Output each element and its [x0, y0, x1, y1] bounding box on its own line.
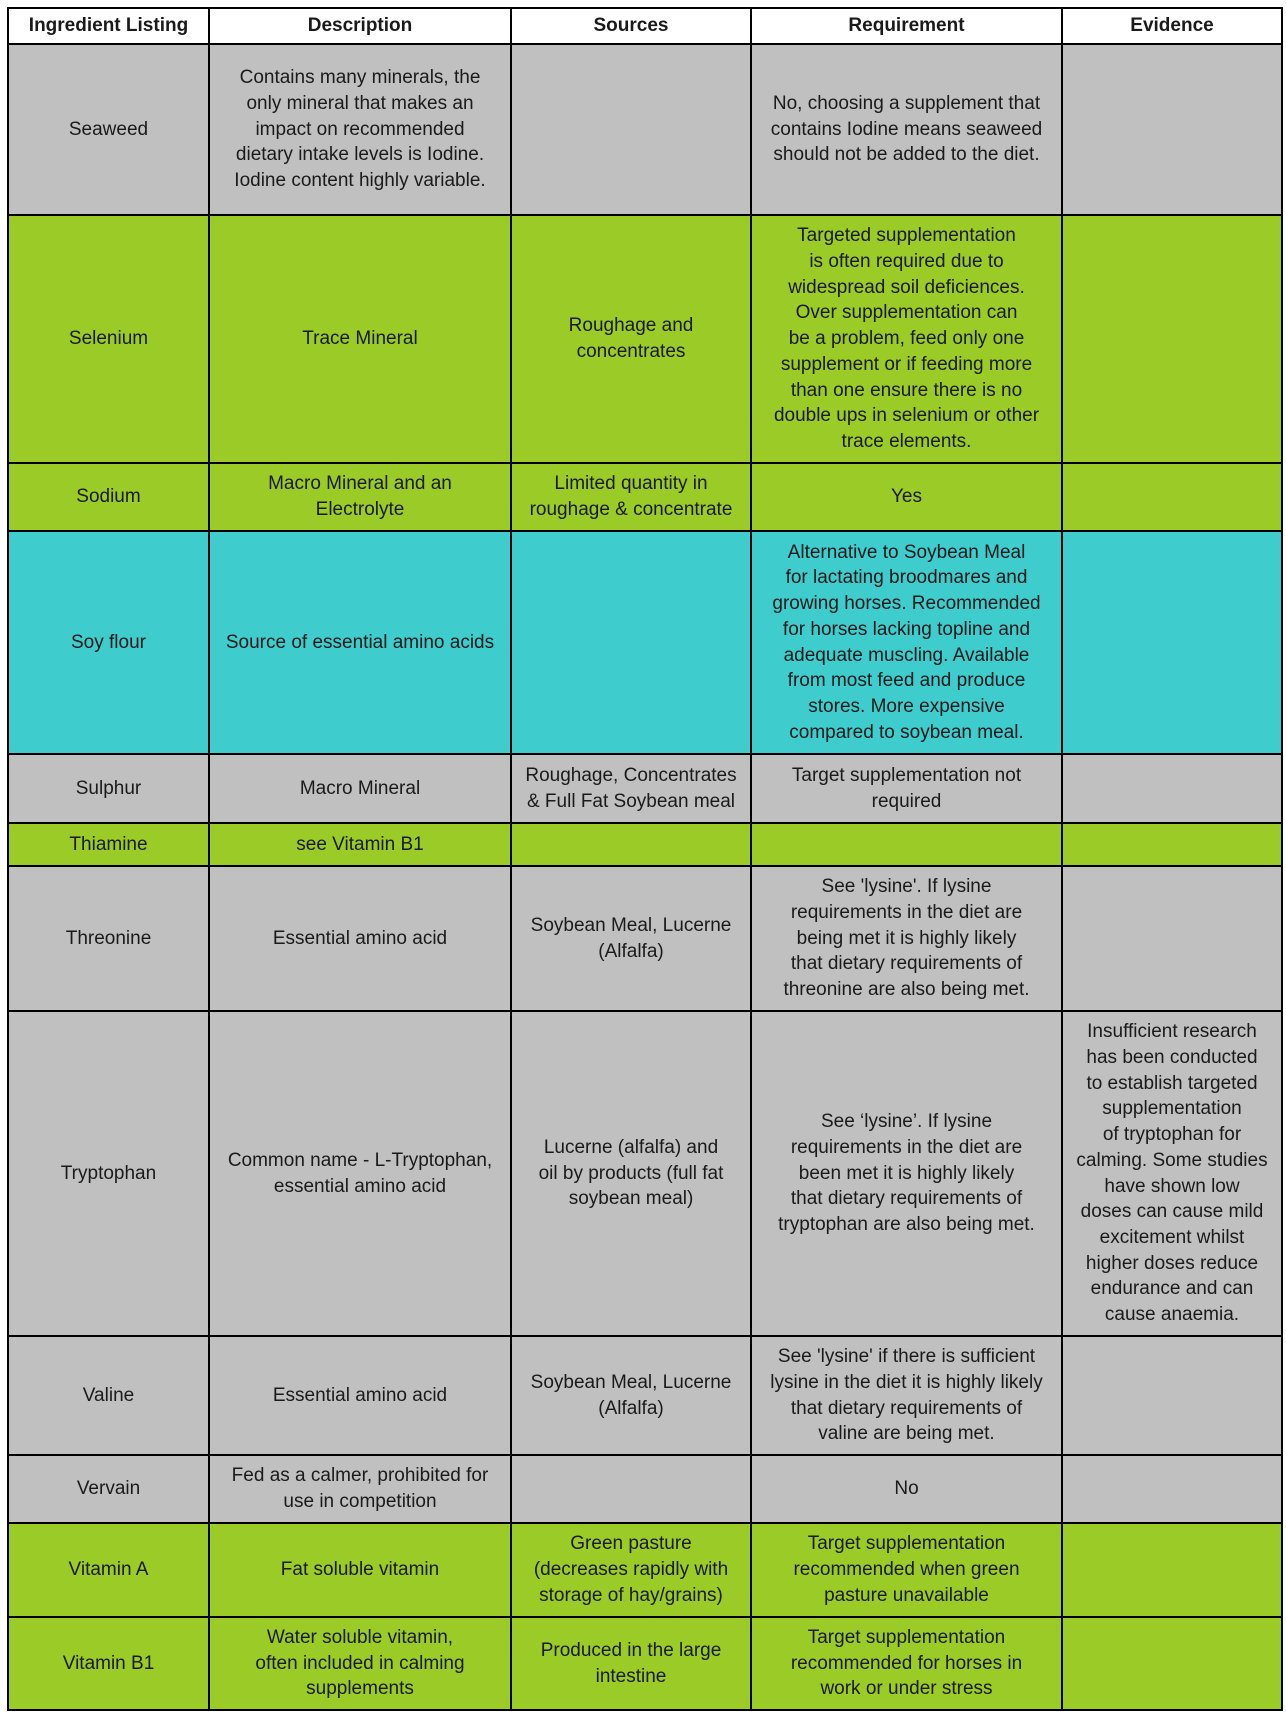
cell-sources: Lucerne (alfalfa) and oil by products (full fat soybean meal) — [511, 1011, 751, 1336]
cell-description: Macro Mineral — [209, 754, 511, 823]
cell-requirement: Target supplementation not required — [751, 754, 1062, 823]
table-row — [8, 1011, 1282, 1336]
cell-ingredient: Tryptophan — [8, 1011, 209, 1336]
cell-evidence: Insufficient research has been conducted to establish targeted supplementation of tryptophan for calming. Some studies have shown low doses can cause mild excitement whilst higher doses reduce endurance and can cause anaemia. — [1062, 1011, 1282, 1336]
cell-description: Source of essential amino acids — [209, 531, 511, 754]
ingredient-table-container — [7, 7, 1281, 1711]
cell-evidence — [1062, 531, 1282, 754]
cell-description: see Vitamin B1 — [209, 823, 511, 866]
header-evidence: Evidence — [1062, 8, 1282, 44]
table-row — [8, 531, 1282, 754]
cell-ingredient: Thiamine — [8, 823, 209, 866]
header-requirement: Requirement — [751, 8, 1062, 44]
cell-ingredient: Valine — [8, 1336, 209, 1455]
cell-ingredient: Selenium — [8, 215, 209, 463]
cell-evidence — [1062, 754, 1282, 823]
cell-description: Essential amino acid — [209, 866, 511, 1011]
cell-description: Contains many minerals, the only mineral that makes an impact on recommended dietary intake levels is Iodine. Iodine content highly variable. — [209, 44, 511, 215]
cell-sources — [511, 823, 751, 866]
cell-requirement: Targeted supplementation is often required due to widespread soil deficiences. Over supplementation can be a problem, feed only one supplement or if feeding more than one ensure there is no double ups in selenium or other trace elements. — [751, 215, 1062, 463]
cell-ingredient: Soy flour — [8, 531, 209, 754]
cell-sources — [511, 44, 751, 215]
cell-description: Macro Mineral and an Electrolyte — [209, 463, 511, 531]
cell-sources: Green pasture (decreases rapidly with storage of hay/grains) — [511, 1523, 751, 1617]
table-row — [8, 823, 1282, 866]
cell-description: Fat soluble vitamin — [209, 1523, 511, 1617]
table-row — [8, 44, 1282, 215]
ingredient-table — [7, 7, 1283, 1711]
header-description: Description — [209, 8, 511, 44]
cell-sources: Roughage and concentrates — [511, 215, 751, 463]
cell-ingredient: Sulphur — [8, 754, 209, 823]
cell-description: Common name - L-Tryptophan, essential amino acid — [209, 1011, 511, 1336]
cell-requirement: Yes — [751, 463, 1062, 531]
table-row — [8, 754, 1282, 823]
cell-evidence — [1062, 1617, 1282, 1710]
table-row — [8, 1455, 1282, 1523]
cell-sources: Limited quantity in roughage & concentrate — [511, 463, 751, 531]
cell-evidence — [1062, 1523, 1282, 1617]
cell-sources: Soybean Meal, Lucerne (Alfalfa) — [511, 1336, 751, 1455]
cell-sources: Roughage, Concentrates & Full Fat Soybean meal — [511, 754, 751, 823]
cell-sources — [511, 1455, 751, 1523]
cell-requirement: Alternative to Soybean Meal for lactating broodmares and growing horses. Recommended for horses lacking topline and adequate muscling. Available from most feed and produce stores. More expensive compared to soybean meal. — [751, 531, 1062, 754]
table-row — [8, 1617, 1282, 1710]
header-sources: Sources — [511, 8, 751, 44]
cell-ingredient: Seaweed — [8, 44, 209, 215]
cell-requirement: See ‘lysine’. If lysine requirements in the diet are been met it is highly likely that dietary requirements of tryptophan are also being met. — [751, 1011, 1062, 1336]
cell-requirement — [751, 823, 1062, 866]
cell-requirement: Target supplementation recommended when green pasture unavailable — [751, 1523, 1062, 1617]
cell-ingredient: Vitamin A — [8, 1523, 209, 1617]
table-row — [8, 866, 1282, 1011]
cell-ingredient: Sodium — [8, 463, 209, 531]
cell-evidence — [1062, 215, 1282, 463]
cell-description: Trace Mineral — [209, 215, 511, 463]
cell-sources: Soybean Meal, Lucerne (Alfalfa) — [511, 866, 751, 1011]
table-row — [8, 215, 1282, 463]
cell-requirement: See 'lysine'. If lysine requirements in the diet are being met it is highly likely that dietary requirements of threonine are also being met. — [751, 866, 1062, 1011]
cell-evidence — [1062, 44, 1282, 215]
cell-description: Fed as a calmer, prohibited for use in competition — [209, 1455, 511, 1523]
cell-evidence — [1062, 1336, 1282, 1455]
cell-requirement: See 'lysine' if there is sufficient lysine in the diet it is highly likely that dietary requirements of valine are being met. — [751, 1336, 1062, 1455]
cell-ingredient: Threonine — [8, 866, 209, 1011]
cell-evidence — [1062, 823, 1282, 866]
header-row — [8, 8, 1282, 44]
header-ingredient-listing: Ingredient Listing — [8, 8, 209, 44]
cell-ingredient: Vitamin B1 — [8, 1617, 209, 1710]
table-row — [8, 463, 1282, 531]
cell-ingredient: Vervain — [8, 1455, 209, 1523]
cell-evidence — [1062, 1455, 1282, 1523]
cell-sources: Produced in the large intestine — [511, 1617, 751, 1710]
cell-requirement: No — [751, 1455, 1062, 1523]
cell-evidence — [1062, 866, 1282, 1011]
cell-description: Water soluble vitamin, often included in calming supplements — [209, 1617, 511, 1710]
table-row — [8, 1523, 1282, 1617]
cell-description: Essential amino acid — [209, 1336, 511, 1455]
cell-requirement: Target supplementation recommended for horses in work or under stress — [751, 1617, 1062, 1710]
table-row — [8, 1336, 1282, 1455]
cell-requirement: No, choosing a supplement that contains Iodine means seaweed should not be added to the diet. — [751, 44, 1062, 215]
cell-sources — [511, 531, 751, 754]
cell-evidence — [1062, 463, 1282, 531]
